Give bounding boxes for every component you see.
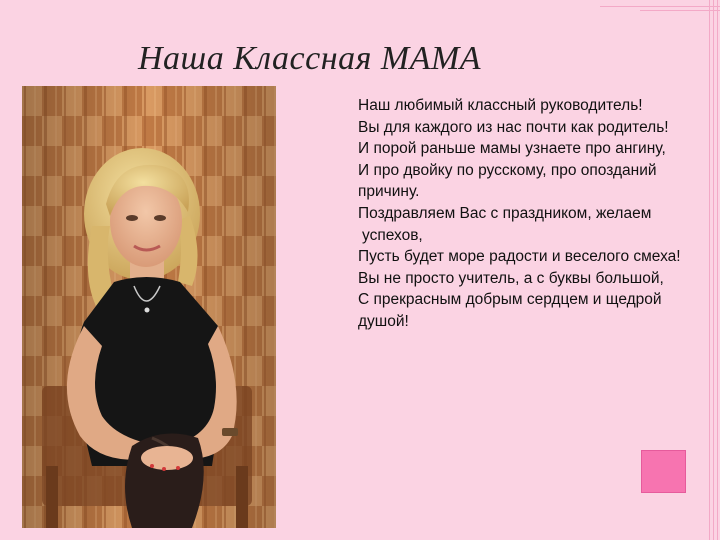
photo-illustration	[22, 86, 276, 528]
decorative-square	[641, 450, 686, 493]
poem-line: И про двойку по русскому, про опозданий	[358, 161, 657, 179]
slide-title: Наша Классная МАМА	[138, 40, 482, 77]
border-line	[640, 10, 720, 11]
poem-line: Вы для каждого из нас почти как родитель!	[358, 118, 669, 136]
teacher-photo	[22, 86, 276, 528]
poem-line: успехов,	[362, 226, 423, 244]
poem-line: Поздравляем Вас с праздником, желаем	[358, 204, 652, 222]
border-line	[600, 6, 720, 7]
poem-line: душой!	[358, 312, 409, 330]
poem-line: Вы не просто учитель, а с буквы большой,	[358, 269, 664, 287]
poem-line: причину.	[358, 183, 420, 201]
poem-line: Наш любимый классный руководитель!	[358, 97, 643, 114]
poem-line: С прекрасным добрым сердцем и щедрой	[358, 291, 662, 309]
poem-text	[358, 95, 720, 333]
poem-line: И порой раньше мамы узнаете про ангину,	[358, 140, 666, 158]
poem-line: Пусть будет море радости и веселого смеха!	[358, 248, 681, 266]
